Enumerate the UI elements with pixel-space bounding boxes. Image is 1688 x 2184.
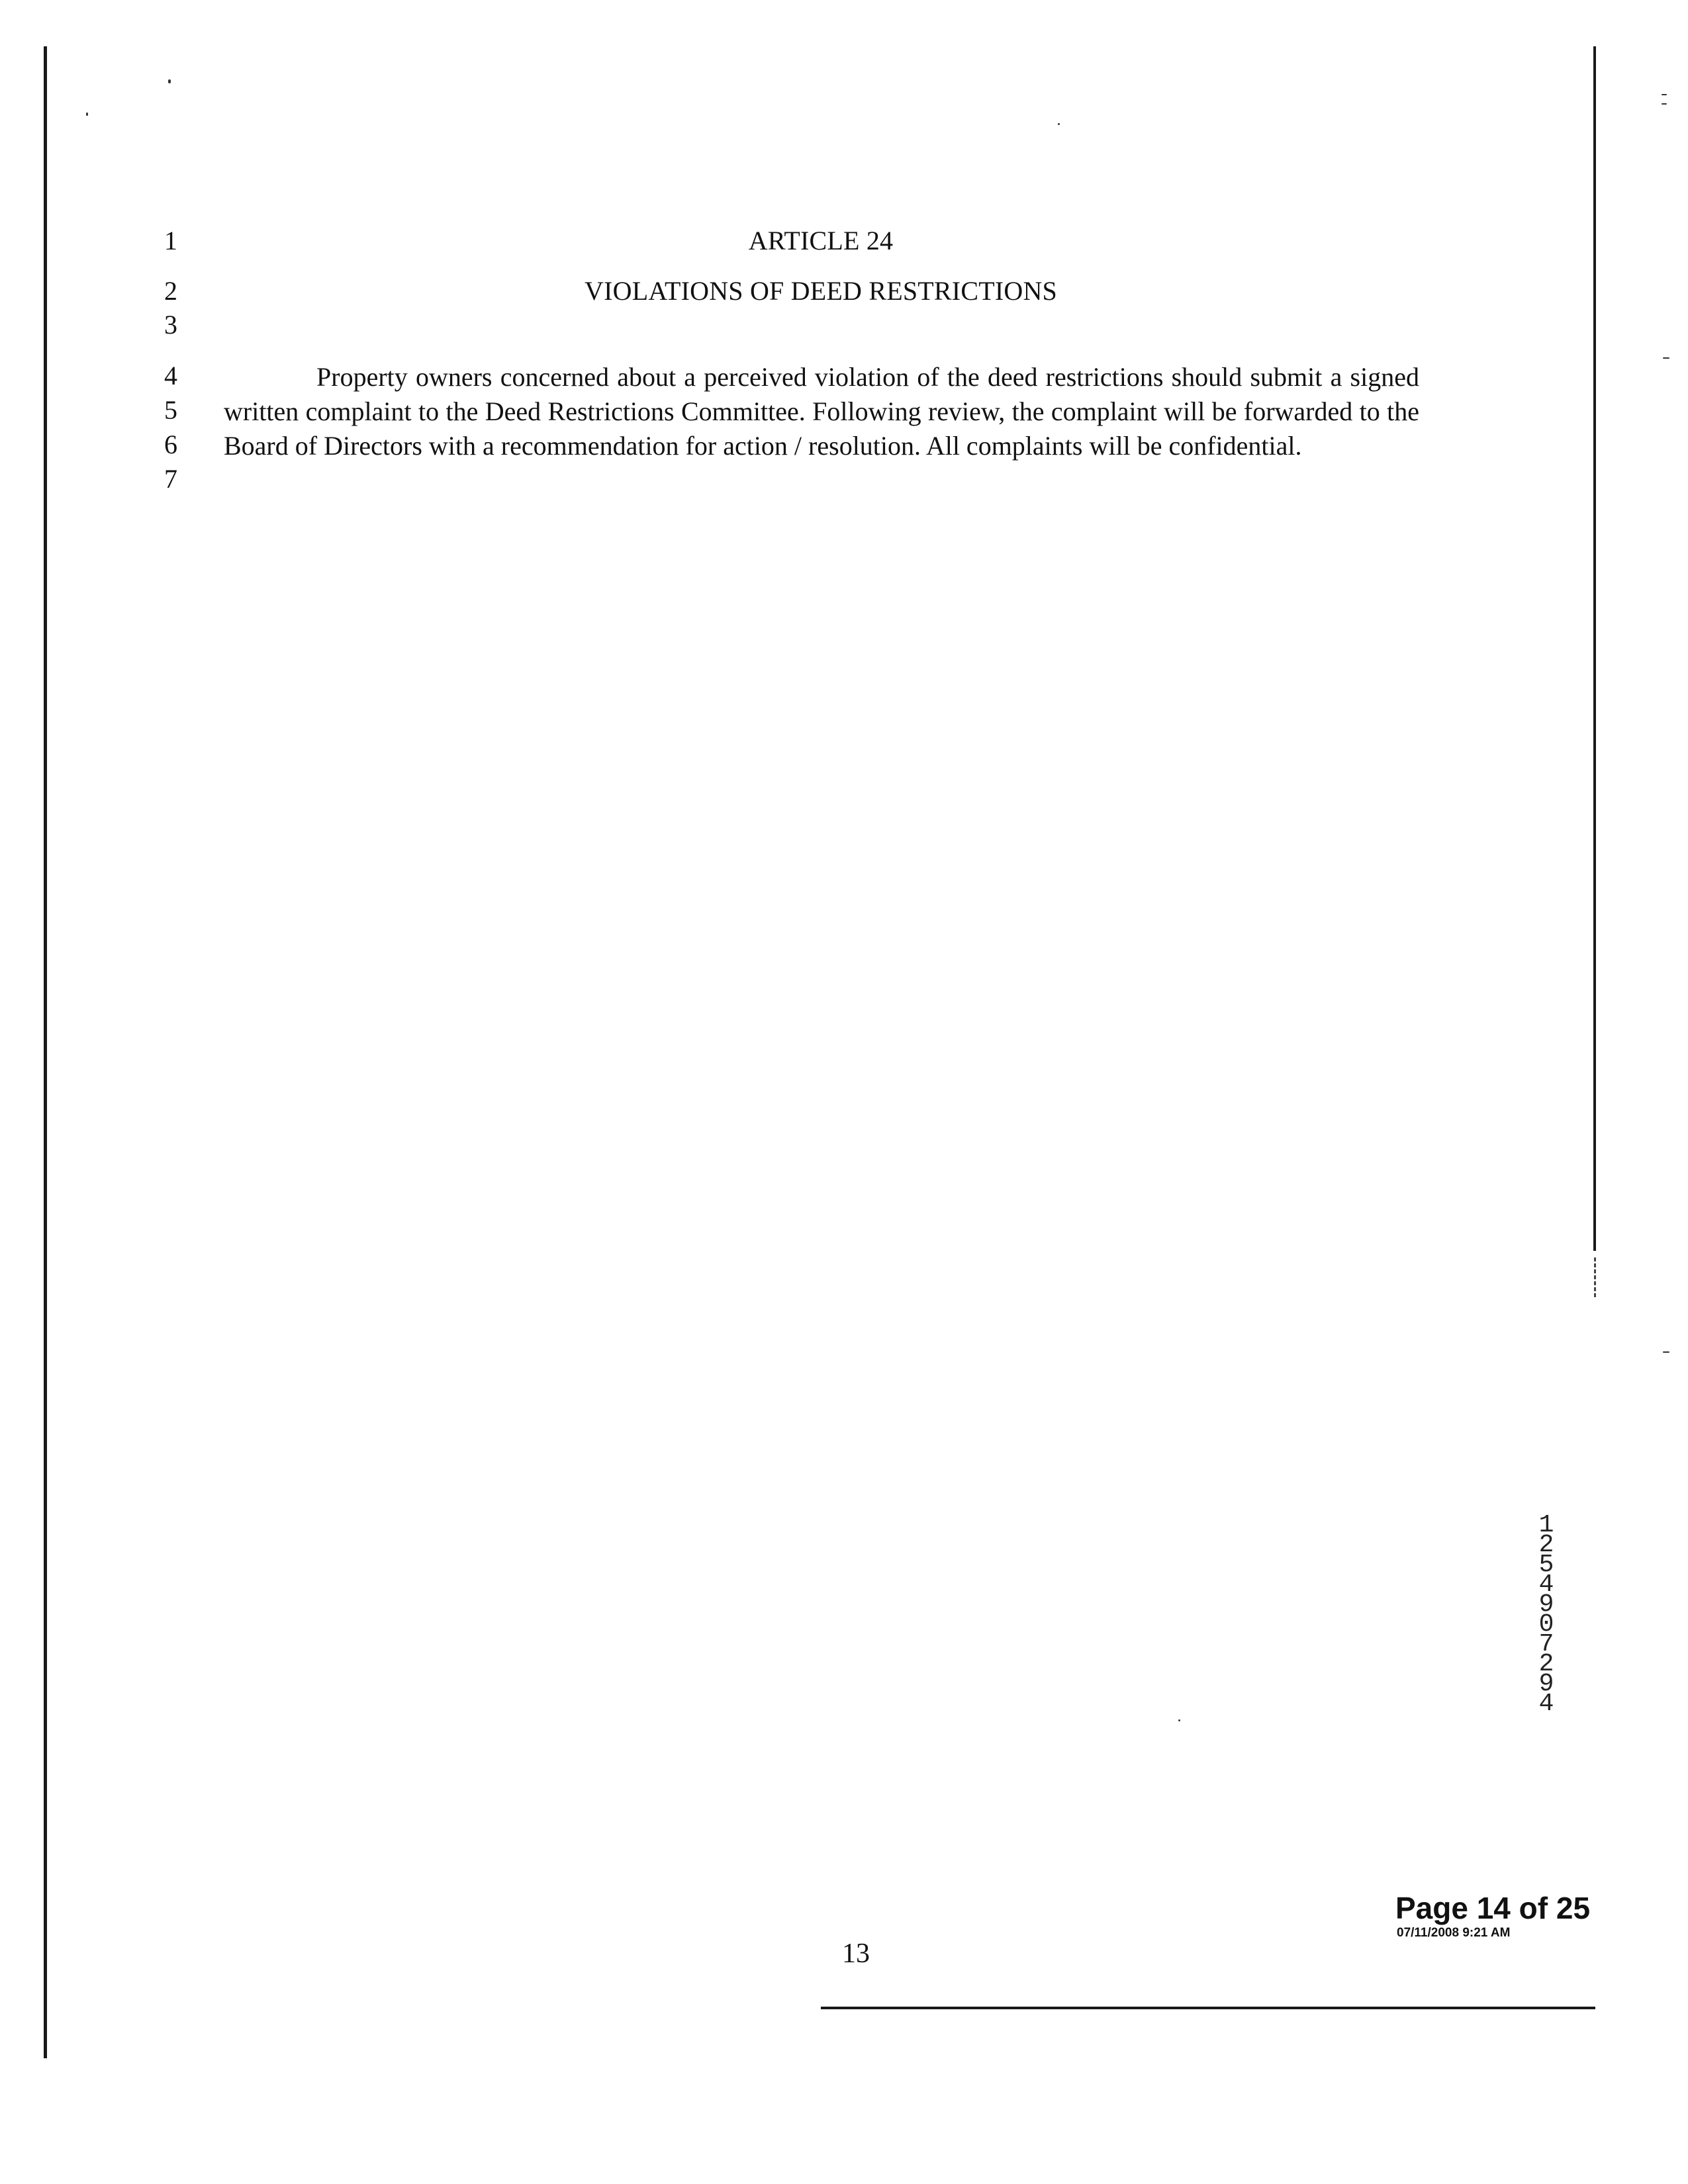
line-number: 7 [164,464,177,494]
line-number: 6 [164,430,177,459]
scan-speck [1058,123,1060,125]
scan-speck [1663,357,1669,359]
line-number: 3 [164,310,177,340]
recording-number: 12549 07294 [1538,1511,1554,1718]
article-paragraph: Property owners concerned about a perceived violation of the deed restrictions should submit a signed written complaint to the Deed Restrictions Committee. Following review, the complaint will be forwarded to the Board of Directors with a recommendation for action / resolution. All complaints will be confidential. [224,362,1419,461]
scan-edge-right-dashed [1594,1257,1597,1297]
line-number: 5 [164,395,177,425]
scan-speck [1178,1719,1180,1721]
scan-speck [1662,94,1667,95]
line-number: 2 [164,276,177,306]
scan-edge-left [44,46,47,2058]
page-counter: Page 14 of 25 [1395,1891,1591,1925]
article-title: VIOLATIONS OF DEED RESTRICTIONS [585,276,1057,306]
scan-speck [86,113,88,116]
scan-speck [1663,1351,1669,1353]
line-number: 1 [164,226,177,255]
page-timestamp: 07/11/2008 9:21 AM [1397,1926,1511,1940]
scan-speck [1662,103,1667,105]
bottom-rule [821,2007,1595,2009]
page-number: 13 [842,1938,870,1969]
line-number: 4 [164,361,177,390]
scan-speck [168,79,171,83]
article-heading: ARTICLE 24 [748,226,894,255]
